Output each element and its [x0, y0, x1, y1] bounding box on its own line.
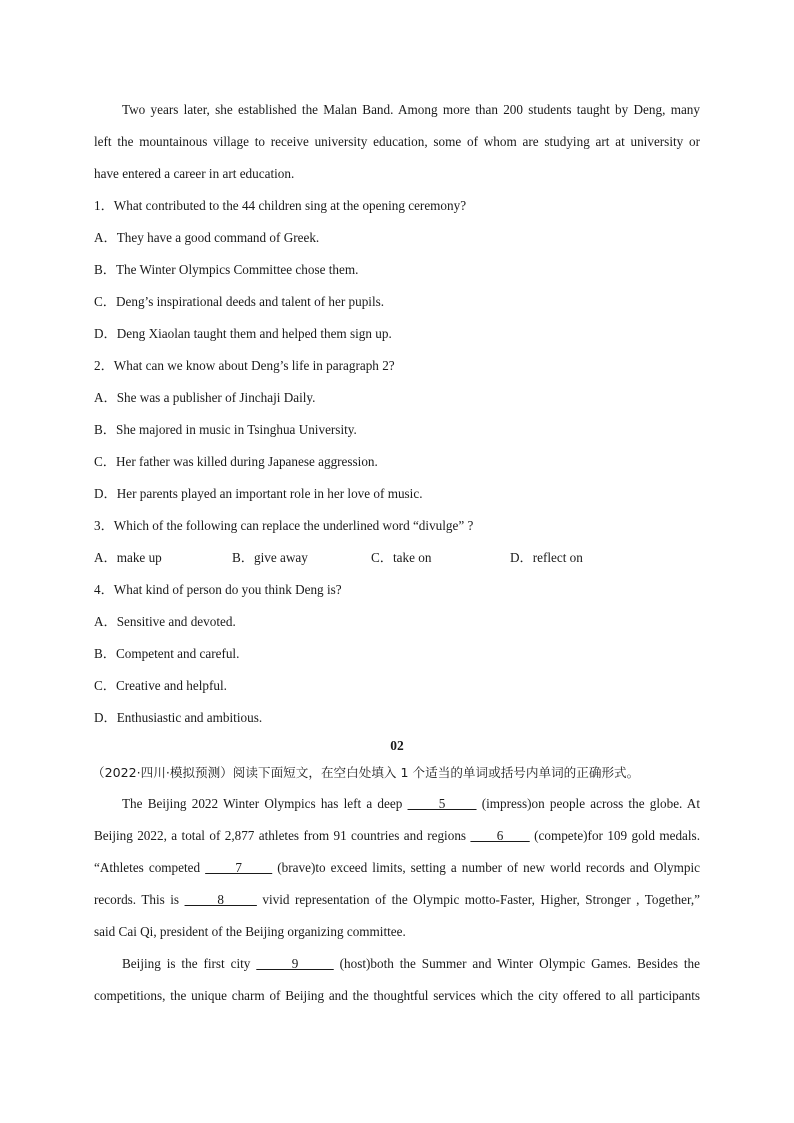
question-1-option-d: D．Deng Xiaolan taught them and helped them sign up. — [94, 326, 392, 341]
question-2-option-d: D．Her parents played an important role in her love of music. — [94, 486, 423, 501]
question-2-option-b: B．She majored in music in Tsinghua University. — [94, 422, 357, 437]
question-4-option-a: A．Sensitive and devoted. — [94, 614, 236, 629]
question-1-option-c: C．Deng’s inspirational deeds and talent of her pupils. — [94, 294, 385, 309]
cloze-text: “Athletes competed — [94, 860, 206, 875]
cloze-text: (impress)on people across the globe. At — [476, 796, 700, 811]
cloze-text: The Beijing 2022 Winter Olympics has left a deep — [122, 796, 408, 811]
question-4-option-b: B．Competent and careful. — [94, 646, 240, 661]
cloze-line-1 — [94, 788, 700, 820]
question-3-stem: 3．Which of the following can replace the underlined word “divulge” ? — [94, 518, 474, 533]
cloze-text: (compete)for 109 gold medals. — [529, 828, 700, 843]
cloze-text: (brave)to exceed limits, setting a number of new world records and Olympic — [272, 860, 700, 875]
passage-line-2: left the mountainous village to receive university education, some of whom are studying art at university or — [94, 134, 700, 149]
document-page — [94, 94, 700, 1012]
section-number: 02 — [390, 738, 404, 753]
passage-line-1: Two years later, she established the Malan Band. Among more than 200 students taught by Deng, many — [122, 102, 700, 117]
cloze-text: Beijing is the first city — [122, 956, 257, 971]
question-2-option-a: A．She was a publisher of Jinchaji Daily. — [94, 390, 316, 405]
cloze-line-3 — [94, 852, 700, 884]
question-4-stem: 4．What kind of person do you think Deng is? — [94, 582, 342, 597]
question-4-option-c: C．Creative and helpful. — [94, 678, 227, 693]
question-3-option-a: A．make up — [94, 550, 162, 565]
passage-line-3: have entered a career in art education. — [94, 166, 295, 181]
question-1-option-b: B．The Winter Olympics Committee chose them. — [94, 262, 359, 277]
question-3-option-c: C．take on — [371, 550, 432, 565]
question-1-stem: 1．What contributed to the 44 children sing at the opening ceremony? — [94, 198, 467, 213]
cloze-text: records. This is — [94, 892, 185, 907]
section-instruction: （2022·四川·模拟预测）阅读下面短文，在空白处填入 1 个适当的单词或括号内单词的正确形式。 — [92, 765, 640, 780]
cloze-text: (host)both the Summer and Winter Olympic Games. Besides the — [333, 956, 700, 971]
blank-5[interactable]: 5 — [407, 796, 477, 811]
question-3-option-b: B．give away — [232, 550, 308, 565]
question-2-stem: 2．What can we know about Deng’s life in paragraph 2? — [94, 358, 395, 373]
blank-8[interactable]: 8 — [184, 892, 257, 907]
question-1-option-a: A．They have a good command of Greek. — [94, 230, 320, 245]
cloze-line-4 — [94, 884, 700, 916]
cloze-text: Beijing 2022, a total of 2,877 athletes from 91 countries and regions — [94, 828, 471, 843]
cloze-line-7: competitions, the unique charm of Beijing and the thoughtful services which the city offered to all participants — [94, 988, 700, 1003]
question-3-option-d: D．reflect on — [510, 550, 583, 565]
blank-9[interactable]: 9 — [256, 956, 334, 971]
cloze-line-5: said Cai Qi, president of the Beijing organizing committee. — [94, 924, 406, 939]
cloze-line-6 — [94, 948, 700, 980]
blank-6[interactable]: 6 — [470, 828, 530, 843]
question-2-option-c: C．Her father was killed during Japanese aggression. — [94, 454, 378, 469]
blank-7[interactable]: 7 — [205, 860, 273, 875]
cloze-line-2 — [94, 820, 700, 852]
question-4-option-d: D．Enthusiastic and ambitious. — [94, 710, 263, 725]
cloze-text: vivid representation of the Olympic motto-Faster, Higher, Stronger , Together,” — [256, 892, 700, 907]
question-3-options — [94, 542, 700, 574]
